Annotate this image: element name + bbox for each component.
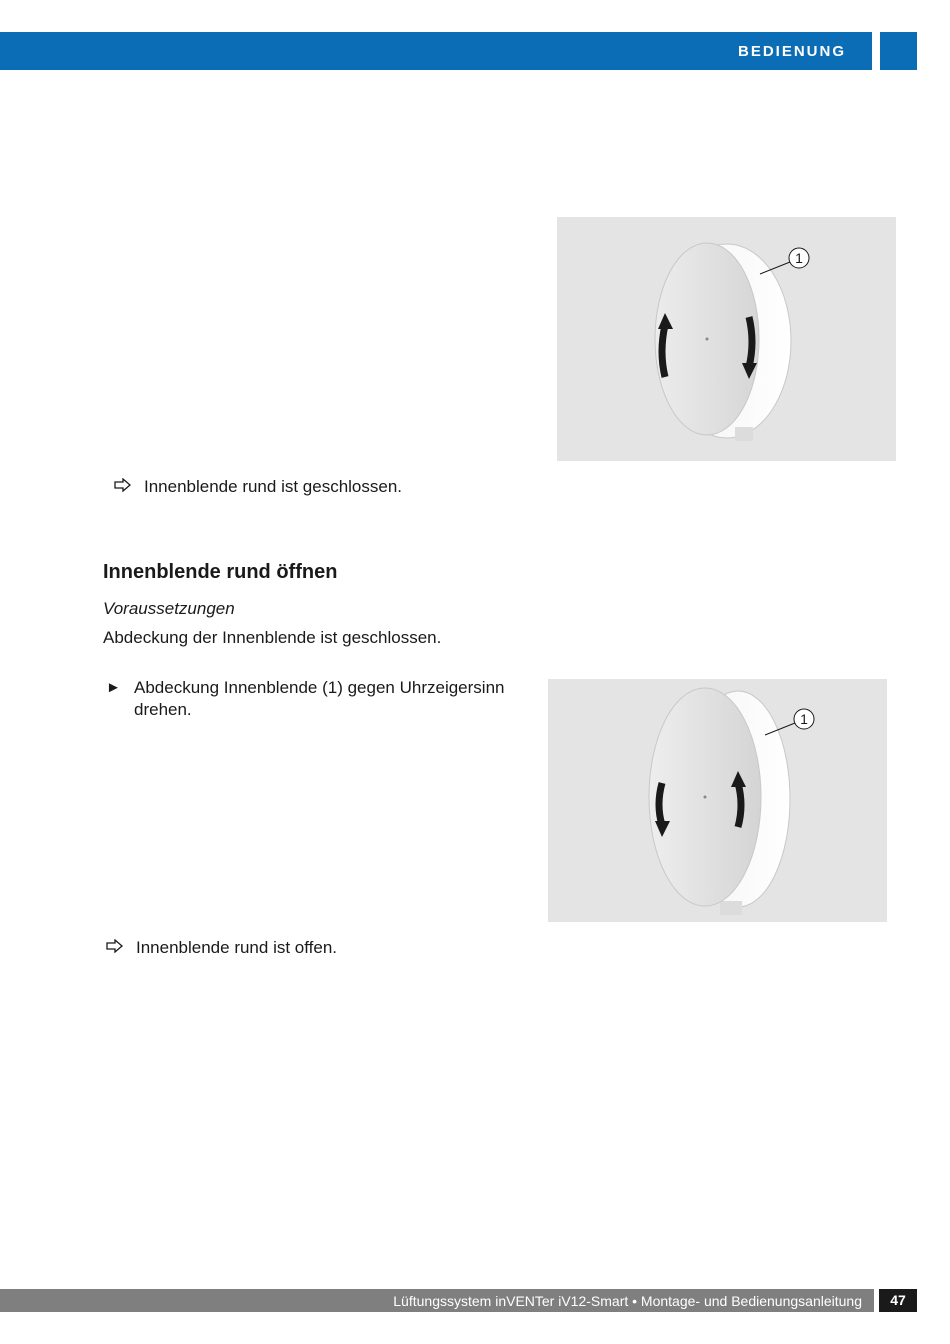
- page-number: 47: [879, 1289, 917, 1312]
- step-text: Abdeckung Innenblende (1) gegen Uhrzeigersinn drehen.: [134, 678, 505, 719]
- hollow-arrow-icon: [106, 938, 128, 958]
- instruction-step: [106, 677, 536, 721]
- triangle-bullet-icon: ►: [106, 679, 121, 696]
- section-heading: Innenblende rund öffnen: [103, 561, 338, 583]
- header-bar: [0, 32, 872, 70]
- cover-closed-illustration: [557, 217, 896, 461]
- footer-title: Lüftungssystem inVENTer iV12-Smart • Montage- und Bedienungsanleitung: [393, 1293, 862, 1309]
- header-tab: [880, 32, 917, 70]
- result-line-closed: [114, 477, 402, 497]
- prerequisites-label: Voraussetzungen: [103, 599, 235, 618]
- cover-open-illustration: [548, 679, 887, 922]
- callout-number: 1: [795, 250, 803, 266]
- section-title: BEDIENUNG: [737, 43, 846, 60]
- result-text: Innenblende rund ist geschlossen.: [144, 477, 403, 496]
- prerequisites-text: Abdeckung der Innenblende ist geschlossen.: [103, 628, 442, 647]
- callout-number: 1: [800, 711, 808, 727]
- figure-cover-open: [548, 679, 887, 922]
- hollow-arrow-icon: [114, 477, 136, 497]
- result-line-open: [106, 938, 337, 958]
- result-text: Innenblende rund ist offen.: [136, 938, 338, 957]
- footer-bar: [0, 1289, 874, 1312]
- figure-cover-closed: [557, 217, 896, 461]
